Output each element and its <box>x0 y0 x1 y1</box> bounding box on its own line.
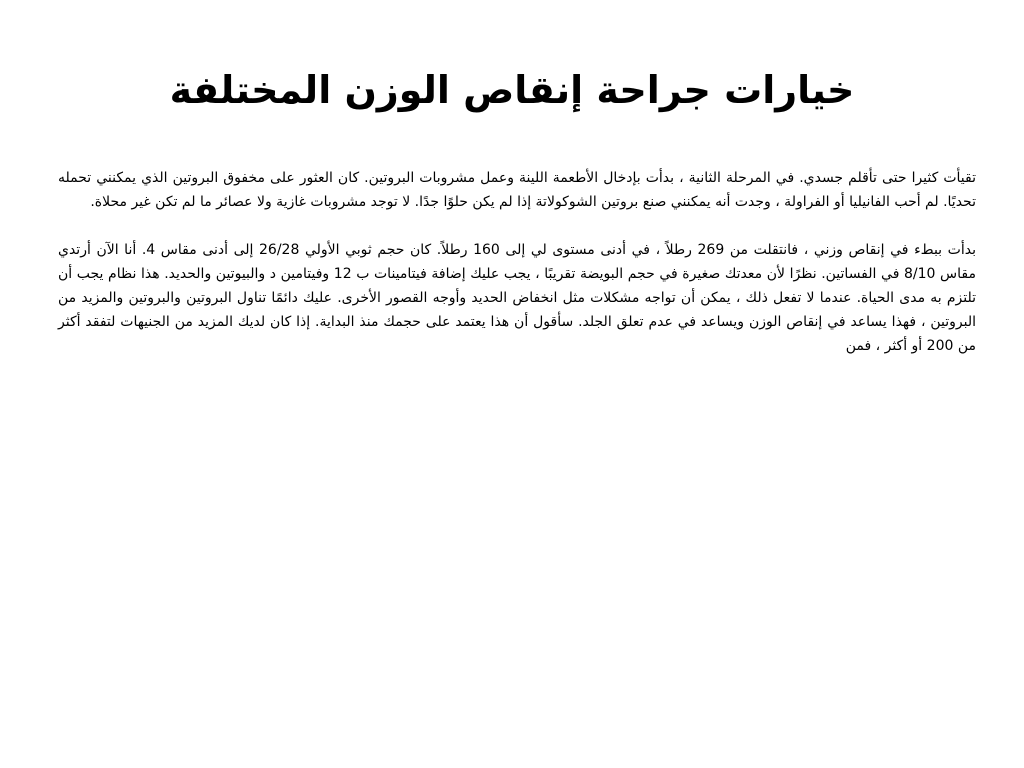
slide-title: خيارات جراحة إنقاص الوزن المختلفة <box>169 68 855 112</box>
body-paragraph-2: بدأت ببطء في إنقاص وزني ، فانتقلت من 269 رطلاً ، في أدنى مستوى لي إلى 160 رطلاً. كان حجم ثوبي الأولي 26/28 إلى أدنى مقاس 4. أنا الآن أرتدي مقاس 8/10 في الفساتين. نظرًا لأن معدتك صغيرة في حجم البويضة تقريبًا ، يجب عليك إضافة فيتامينات ب 12 وفيتامين د والبيوتين والحديد. هذا نظام يجب أن تلتزم به مدى الحياة. عندما لا تفعل ذلك ، يمكن أن تواجه مشكلات مثل انخفاض الحديد وأوجه القصور الأخرى. عليك دائمًا تناول البروتين والبروتين والمزيد من البروتين ، فهذا يساعد في إنقاص الوزن ويساعد في عدم تعلق الجلد. سأقول أن هذا يعتمد على حجمك منذ البداية. إذا كان لديك المزيد من الجنيهات لتفقد أكثر من 200 أو أكثر ، فمن <box>58 242 976 354</box>
slide-body <box>58 166 976 382</box>
body-paragraph-1: تقيأت كثيرا حتى تأقلم جسدي. في المرحلة الثانية ، بدأت بإدخال الأطعمة اللينة وعمل مشروبات البروتين. كان العثور على مخفوق البروتين الذي يمكنني تحمله تحديًا. لم أحب الفانيليا أو الفراولة ، وجدت أنه يمكنني صنع بروتين الشوكولاتة إذا لم يكن حلوًا جدًا. لا توجد مشروبات غازية ولا عصائر ما لم تكن غير محلاة. <box>58 170 976 210</box>
